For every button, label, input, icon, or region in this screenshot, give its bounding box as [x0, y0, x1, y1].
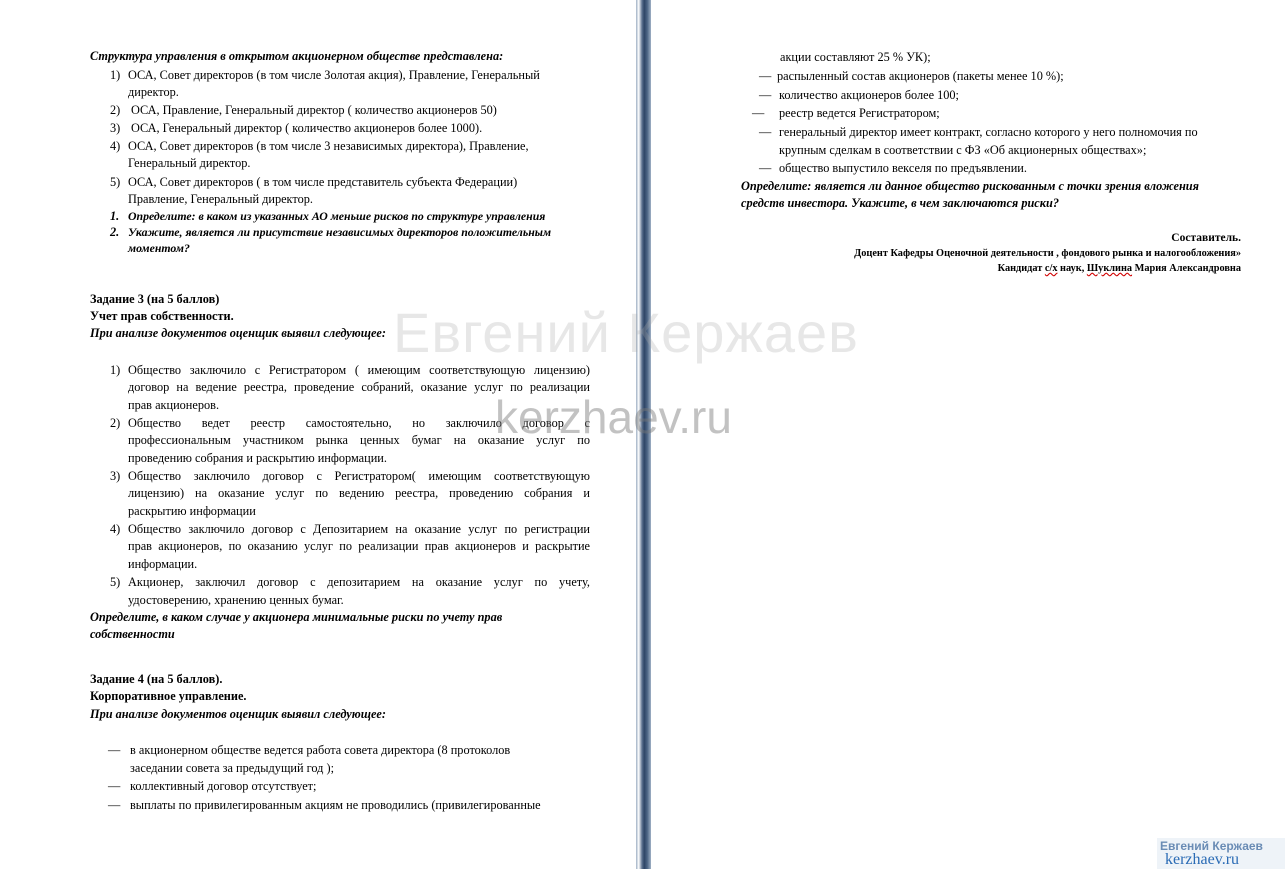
- list-number: 1): [110, 363, 121, 377]
- list-number: 2): [110, 103, 121, 117]
- list-item-text: Общество ведет реестр самостоятельно, но заключило договор с: [128, 416, 590, 430]
- list-item-text: Общество заключило договор с Регистратором( имеющим соответствующую: [128, 469, 590, 483]
- final-question: Определите: является ли данное общество рискованным с точки зрения вложения: [741, 179, 1199, 193]
- list-item-text: количество акционеров более 100;: [779, 88, 959, 102]
- list-number: 5): [110, 575, 121, 589]
- list-item-text: договор на ведение реестра, проведение собраний, оказание услуг по реализации: [128, 380, 590, 394]
- list-bullet: —: [759, 88, 772, 102]
- list-item-text: крупным сделкам в соответствии с ФЗ «Об акционерных обществах»;: [779, 143, 1147, 157]
- list-item-text: информации.: [128, 557, 198, 571]
- task4-subtitle: Корпоративное управление.: [90, 689, 247, 703]
- list-item-text: Генеральный директор.: [128, 156, 251, 170]
- question-text: Укажите, является ли присутствие независимых директоров положительным: [128, 225, 552, 239]
- author-position: Доцент Кафедры Оценочной деятельности , фондового рынка и налогообложения»: [854, 248, 1241, 259]
- list-number: 2): [110, 416, 121, 430]
- list-item-text: ОСА, Совет директоров (в том числе 3 независимых директора), Правление,: [128, 139, 529, 153]
- list-item-text: директор.: [128, 85, 179, 99]
- list-item-text: ОСА, Правление, Генеральный директор ( количество акционеров 50): [131, 103, 497, 117]
- list-item-text: выплаты по привилегированным акциям не проводились (привилегированные: [130, 798, 541, 812]
- list-bullet: —: [108, 798, 121, 812]
- task3-question: собственности: [90, 627, 175, 641]
- logo-name: Евгений Кержаев: [1160, 839, 1263, 853]
- list-item-text: ОСА, Совет директоров (в том числе Золотая акция), Правление, Генеральный: [128, 68, 540, 82]
- list-item-text: реестр ведется Регистратором;: [779, 106, 940, 120]
- structure-heading: Структура управления в открытом акционерном обществе представлена:: [90, 49, 504, 63]
- task3-title: Задание 3 (на 5 баллов): [90, 292, 220, 306]
- list-item-text: удостоверению, хранению ценных бумаг.: [128, 593, 344, 607]
- watermark-site: kerzhaev.ru: [495, 391, 732, 443]
- list-number: 4): [110, 139, 121, 153]
- question-number: 1.: [110, 209, 120, 223]
- logo: [1157, 838, 1285, 869]
- list-bullet: —: [759, 125, 772, 139]
- list-bullet: —: [752, 106, 765, 120]
- list-item-text: ОСА, Генеральный директор ( количество акционеров более 1000).: [131, 121, 483, 135]
- task3-subtitle: Учет прав собственности.: [90, 309, 234, 323]
- right-page: [651, 0, 1285, 869]
- list-number: 3): [110, 121, 121, 135]
- author-label: Составитель.: [1171, 232, 1241, 244]
- list-bullet: —: [759, 161, 772, 175]
- question-text: Определите: в каком из указанных АО меньше рисков по структуре управления: [128, 209, 546, 223]
- list-item-text: раскрытию информации: [128, 504, 256, 518]
- list-item-text: генеральный директор имеет контракт, согласно которого у него полномочия по: [779, 125, 1198, 139]
- list-number: 4): [110, 522, 121, 536]
- list-item-text: общество выпустило векселя по предъявлении.: [779, 161, 1027, 175]
- task4-title: Задание 4 (на 5 баллов).: [90, 672, 223, 686]
- task3-intro: При анализе документов оценщик выявил следующее:: [90, 326, 386, 340]
- list-item-text: прав акционеров.: [128, 398, 220, 412]
- list-number: 3): [110, 469, 121, 483]
- list-item-text: распыленный состав акционеров (пакеты менее 10 %);: [777, 69, 1064, 83]
- author-name: Кандидат с/х наук, Шуклина Мария Александровна: [997, 263, 1241, 274]
- list-bullet: —: [108, 743, 121, 757]
- list-item-text: прав акционеров, по оказанию услуг по реализации прав акционеров и раскрытие: [128, 539, 590, 553]
- list-item-text: ОСА, Совет директоров ( в том числе представитель субъекта Федерации): [128, 175, 518, 189]
- list-item-text: Правление, Генеральный директор.: [128, 192, 313, 206]
- list-item-text: лицензию) на оказание услуг по ведению реестра, проведению собрания и: [128, 486, 590, 500]
- task4-intro: При анализе документов оценщик выявил следующее:: [90, 707, 386, 721]
- list-item-text: Общество заключило с Регистратором ( имеющим соответствующую лицензию): [128, 363, 590, 377]
- question-text: моментом?: [128, 241, 190, 255]
- list-number: 1): [110, 68, 121, 82]
- watermark-name: Евгений Кержаев: [393, 301, 859, 364]
- continuation-text: акции составляют 25 % УК);: [780, 50, 931, 64]
- list-item-text: в акционерном обществе ведется работа совета директора (8 протоколов: [130, 743, 511, 757]
- task3-question: Определите, в каком случае у акционера минимальные риски по учету прав: [90, 610, 503, 624]
- logo-site: kerzhaev.ru: [1165, 851, 1240, 868]
- list-number: 5): [110, 175, 121, 189]
- list-item-text: профессиональным участником рынка ценных бумаг на оказание услуг по: [128, 433, 590, 447]
- list-item-text: коллективный договор отсутствует;: [130, 779, 317, 793]
- list-item-text: Акционер, заключил договор с депозитарием на оказание услуг по учету,: [128, 575, 590, 589]
- final-question: средств инвестора. Укажите, в чем заключаются риски?: [741, 196, 1059, 210]
- list-item-text: заседании совета за предыдущий год );: [130, 761, 335, 775]
- list-bullet: —: [108, 779, 121, 793]
- list-item-text: Общество заключило договор с Депозитарием на оказание услуг по регистрации: [128, 522, 590, 536]
- list-item-text: проведению собрания и раскрытию информации.: [128, 451, 387, 465]
- question-number: 2.: [110, 225, 120, 239]
- list-bullet: —: [759, 69, 772, 83]
